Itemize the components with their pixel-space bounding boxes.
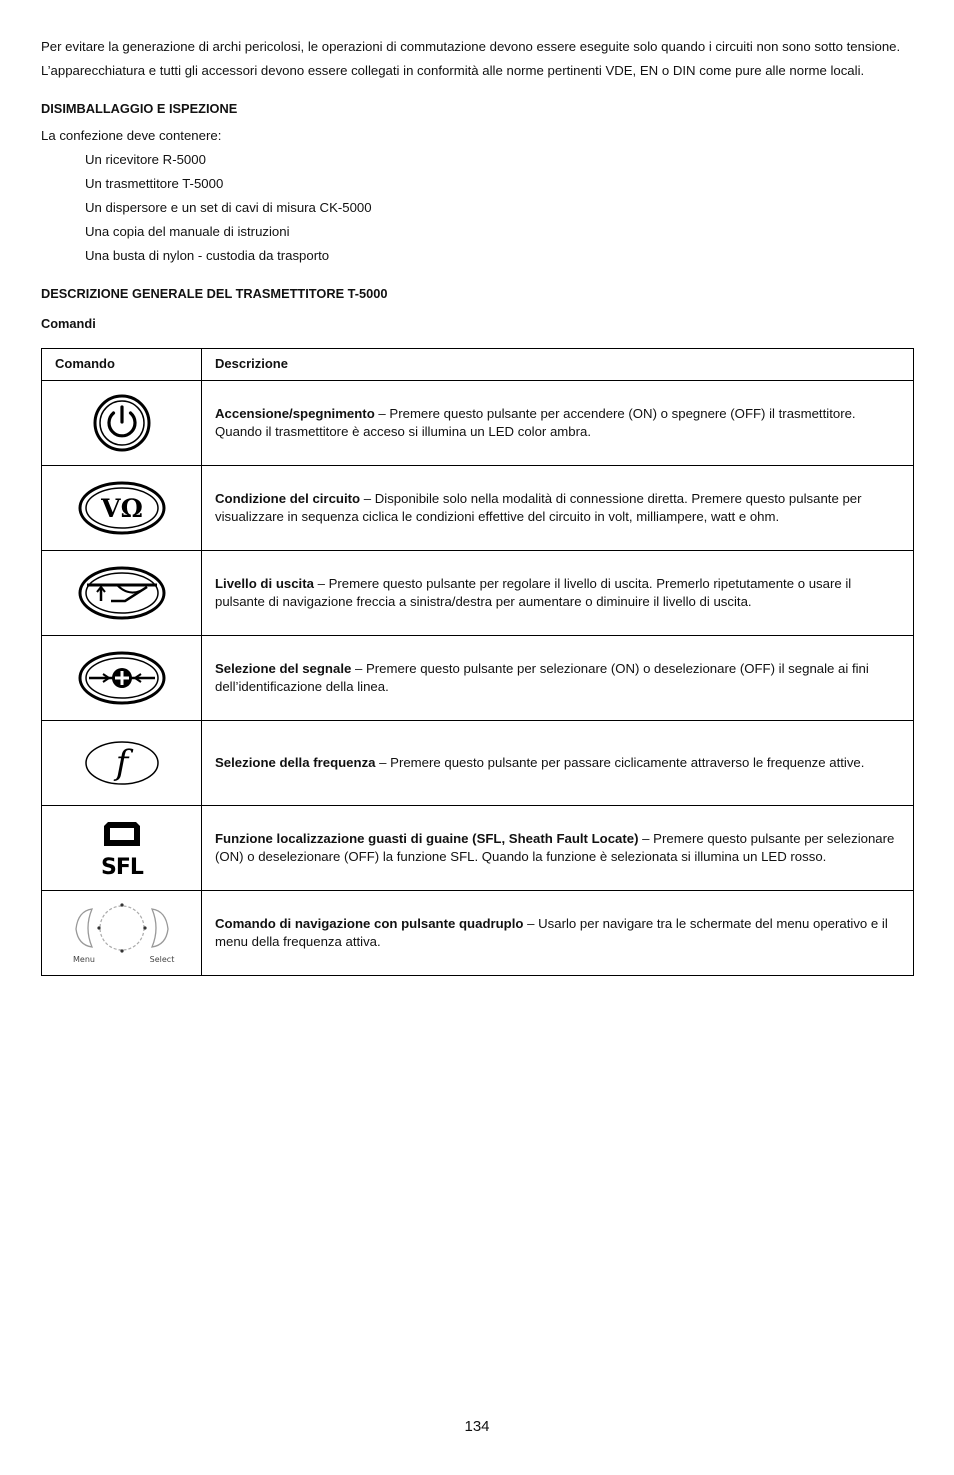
command-icon-cell (42, 635, 202, 720)
command-text: – Disponibile solo nella modalità di connessione diretta. Premere questo pulsante per visualizzare in sequenza ciclica le condizioni effettive del circuito in volt, milliampere, watt e ohm. (215, 491, 862, 524)
table-row (42, 465, 914, 550)
command-title: Funzione localizzazione guasti di guaine (SFL, Sheath Fault Locate) (215, 831, 639, 846)
unpacking-lead: La confezione deve contenere: (41, 127, 222, 143)
overview-heading: DESCRIZIONE GENERALE DEL TRASMETTITORE T-5000 (41, 285, 388, 301)
table-row (42, 720, 914, 805)
command-description (202, 635, 914, 720)
command-description (202, 720, 914, 805)
command-icon-cell (42, 550, 202, 635)
command-description (202, 890, 914, 975)
menu-icon-label: Menu (72, 954, 95, 964)
command-description (202, 465, 914, 550)
frequency-button-icon (82, 738, 162, 788)
circuit-condition-button-icon (77, 480, 167, 536)
command-title: Condizione del circuito (215, 491, 361, 506)
select-icon-label: Select (149, 954, 174, 964)
document-page (41, 38, 913, 976)
vohm-icon-label: VΩ (100, 493, 143, 523)
table-row (42, 550, 914, 635)
contents-list (41, 148, 913, 268)
command-title: Selezione del segnale (215, 661, 352, 676)
list-item: Una copia del manuale di istruzioni (85, 223, 290, 239)
list-item: Una busta di nylon - custodia da trasporto (85, 247, 330, 263)
list-item: Un dispersore e un set di cavi di misura CK-5000 (85, 199, 372, 215)
intro-paragraph-1: Per evitare la generazione di archi pericolosi, le operazioni di commutazione devono essere eseguite solo quando i circuiti non sono sotto tensione. (41, 39, 901, 54)
command-description (202, 805, 914, 890)
command-text: – Usarlo per navigare tra le schermate del menu operativo e il menu della frequenza attiva. (215, 916, 888, 949)
power-button-icon (92, 393, 152, 453)
unpacking-heading: DISIMBALLAGGIO E ISPEZIONE (41, 101, 238, 116)
list-item: Un trasmettitore T-5000 (85, 175, 224, 191)
column-header-command: Comando (42, 348, 202, 380)
command-icon-cell (42, 380, 202, 465)
table-row (42, 805, 914, 890)
controls-subheading: Comandi (41, 316, 96, 331)
page-number: 134 (464, 1418, 490, 1435)
command-description (202, 550, 914, 635)
command-text: – Premere questo pulsante per selezionare (ON) o deselezionare (OFF) la funzione SFL. Quando la funzione è selezionata si illumina un LED rosso. (215, 831, 895, 864)
table-header-row (42, 348, 914, 380)
command-text: – Premere questo pulsante per selezionare (ON) o deselezionare (OFF) il segnale ai fini dell’identificazione della linea. (215, 661, 869, 694)
command-title: Selezione della frequenza (215, 754, 376, 770)
signal-select-button-icon (77, 650, 167, 706)
command-icon-cell (42, 465, 202, 550)
navigation-pad-icon (62, 901, 182, 965)
table-row (42, 380, 914, 465)
command-text: – Premere questo pulsante per regolare il livello di uscita. Premerlo ripetutamente o usare il pulsante di navigazione freccia a sinistra/destra per aumentare o diminuire il livello di uscita. (215, 576, 852, 609)
command-icon-cell (42, 890, 202, 975)
command-icon-cell (42, 720, 202, 805)
command-text: – Premere questo pulsante per accendere (ON) o spegnere (OFF) il trasmettitore. Quando il trasmettitore è acceso si illumina un LED color ambra. (215, 406, 856, 439)
command-title: Livello di uscita (215, 576, 314, 591)
sfl-icon-label: SFL (100, 854, 143, 880)
output-level-button-icon (77, 565, 167, 621)
command-title: Comando di navigazione con pulsante quadruplo (215, 916, 524, 931)
command-title: Accensione/spegnimento (215, 406, 375, 421)
table-row (42, 890, 914, 975)
table-row (42, 635, 914, 720)
intro-paragraph-2: L’apparecchiatura e tutti gli accessori devono essere collegati in conformità alle norme pertinenti VDE, EN o DIN come pure alle norme locali. (41, 62, 865, 78)
column-header-description: Descrizione (202, 348, 914, 380)
command-icon-cell (42, 805, 202, 890)
controls-table (41, 348, 914, 976)
command-description (202, 380, 914, 465)
frequency-icon-label: f (115, 742, 128, 783)
list-item: Un ricevitore R-5000 (85, 151, 206, 167)
sfl-button-icon (90, 816, 154, 880)
command-text: – Premere questo pulsante per passare ciclicamente attraverso le frequenze attive. (375, 754, 865, 770)
